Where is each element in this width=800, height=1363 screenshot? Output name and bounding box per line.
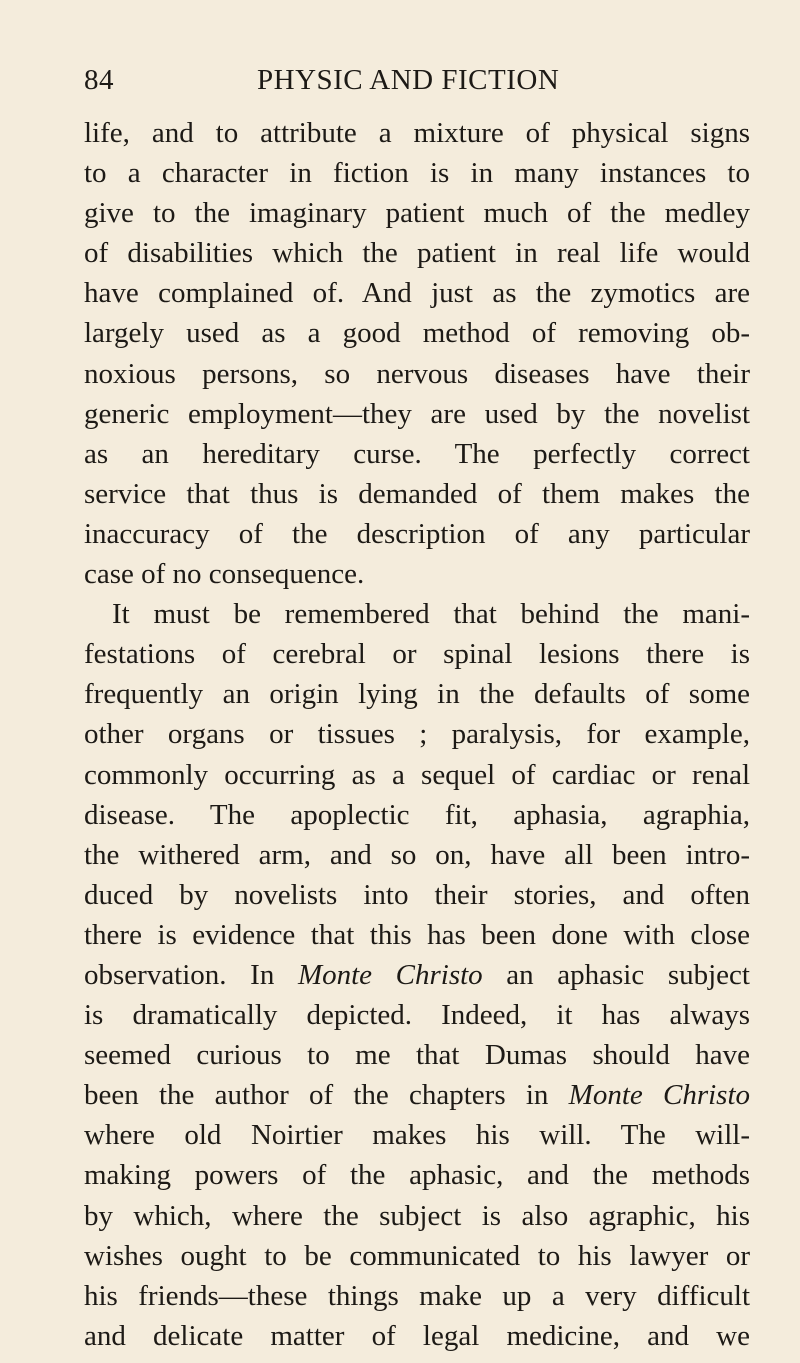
text-line <box>84 955 750 995</box>
running-head <box>84 64 752 104</box>
text-line: give to the imaginary patient much of the medley <box>84 197 750 230</box>
text-line: disease. The apoplectic fit, aphasia, agraphia, <box>84 798 750 831</box>
text-line: seemed curious to me that Dumas should have <box>84 1039 750 1072</box>
text-line: and delicate matter of legal medicine, and we <box>84 1319 750 1352</box>
text-line: noxious persons, so nervous diseases have their <box>84 357 750 390</box>
text-line: the withered arm, and so on, have all been intro- <box>84 838 750 871</box>
text-line: case of no consequence. <box>84 558 365 591</box>
text-line: as an hereditary curse. The perfectly correct <box>84 437 750 470</box>
text-line: wishes ought to be communicated to his lawyer or <box>84 1239 750 1272</box>
text-line: life, and to attribute a mixture of physical signs <box>84 117 750 149</box>
text-line: commonly occurring as a sequel of cardiac or renal <box>84 758 750 791</box>
text-line: to a character in fiction is in many instances to <box>84 157 750 190</box>
text-line: where old Noirtier makes his will. The will- <box>84 1119 750 1152</box>
text-line: by which, where the subject is also agraphic, his <box>84 1199 750 1232</box>
text-line: his friends—these things make up a very difficult <box>84 1279 750 1312</box>
text-line: generic employment—they are used by the novelist <box>84 397 750 430</box>
text-line: of disabilities which the patient in real life would <box>84 237 750 270</box>
text-line: other organs or tissues ; paralysis, for example, <box>84 718 750 751</box>
text-line: duced by novelists into their stories, and often <box>84 878 750 911</box>
text-line: largely used as a good method of removing ob- <box>84 317 750 350</box>
text-segment: an aphasic subject <box>482 958 750 991</box>
book-title: Monte Christo <box>297 958 483 991</box>
text-line: inaccuracy of the description of any particular <box>84 517 750 550</box>
text-segment: observation. In <box>84 958 298 991</box>
body-text <box>84 113 750 1356</box>
text-line: frequently an origin lying in the defaults of some <box>84 678 750 711</box>
book-title: Monte Christo <box>568 1079 751 1112</box>
text-line: is dramatically depicted. Indeed, it has always <box>84 999 750 1032</box>
running-title: PHYSIC AND FICTION <box>257 64 560 96</box>
text-line: there is evidence that this has been done with close <box>84 918 750 951</box>
page-number: 84 <box>84 64 114 96</box>
text-segment: been the author of the chapters in <box>84 1079 569 1112</box>
text-line: It must be remembered that behind the mani- <box>112 598 750 631</box>
text-line: service that thus is demanded of them makes the <box>84 477 750 510</box>
text-line: have complained of. And just as the zymotics are <box>84 277 750 310</box>
text-line <box>84 1075 750 1115</box>
text-line: making powers of the aphasic, and the methods <box>84 1159 750 1192</box>
text-line: festations of cerebral or spinal lesions there is <box>84 638 750 671</box>
